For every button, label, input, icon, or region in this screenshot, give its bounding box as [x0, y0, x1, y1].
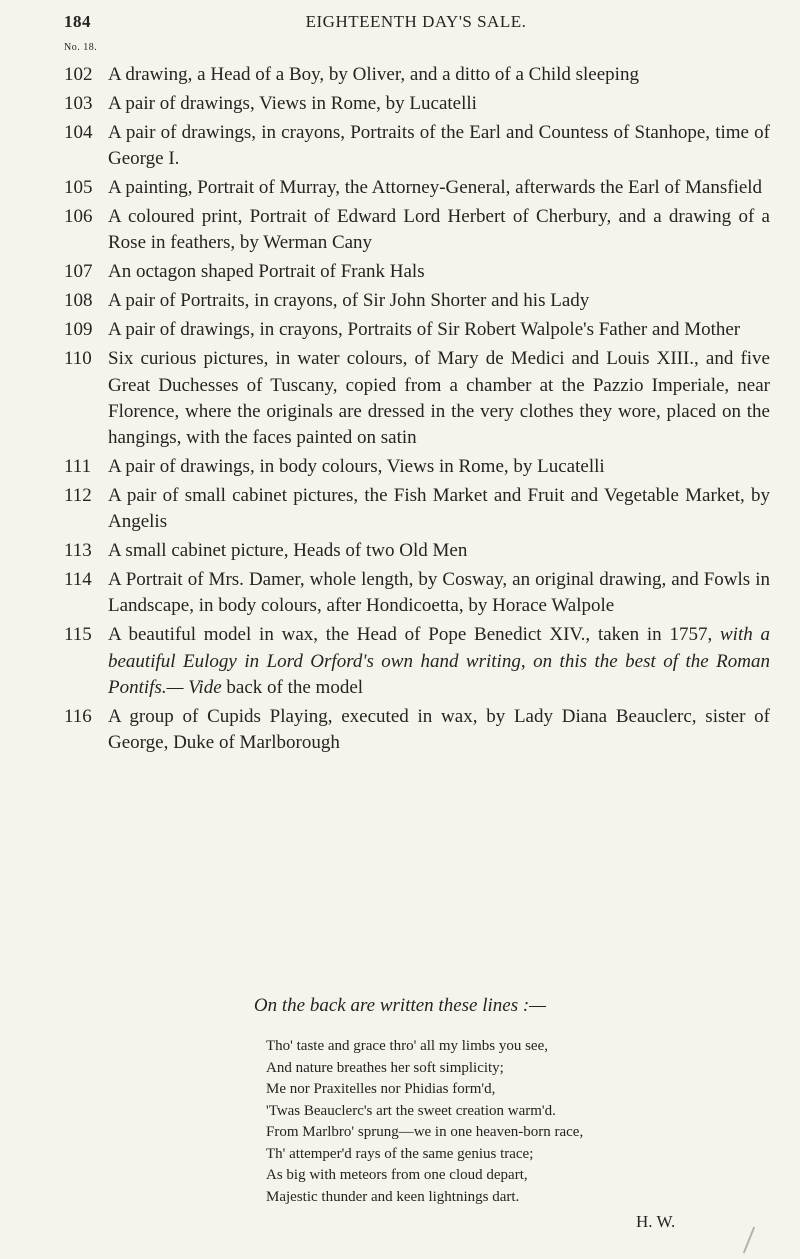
lot-label: No. 18. [64, 42, 98, 53]
lot-description [108, 622, 770, 701]
lot-number: 104 [64, 122, 93, 143]
lot-list [64, 62, 770, 759]
lot-description: A pair of drawings, in crayons, Portraits of Sir Robert Walpole's Father and Mother [108, 319, 741, 341]
lot-entry [64, 704, 770, 756]
lot-number: 112 [64, 485, 92, 507]
lot-number: 115 [64, 624, 92, 646]
lot-entry [64, 567, 770, 619]
lot-number: 102 [64, 64, 93, 85]
page-number: 184 [64, 12, 91, 31]
lot-description: A coloured print, Portrait of Edward Lord Herbert of Cherbury, and a drawing of a Rose in feathers, by Werman Cany [108, 206, 770, 254]
lot-description: A pair of drawings, Views in Rome, by Lucatelli [108, 93, 477, 114]
verse-line: Tho' taste and grace thro' all my limbs you see, [266, 1038, 548, 1054]
lot-entry [64, 175, 770, 201]
lot-description: A pair of drawings, in crayons, Portraits of the Earl and Countess of Stanhope, time of George I. [108, 122, 770, 170]
lot-description: A pair of small cabinet pictures, the Fish Market and Fruit and Vegetable Market, by Angelis [108, 485, 770, 533]
verse-line: As big with meteors from one cloud depart, [266, 1167, 528, 1183]
lot-number: 109 [64, 319, 93, 341]
lot-description: A Portrait of Mrs. Damer, whole length, by Cosway, an original drawing, and Fowls in Landscape, in body colours, after Hondicoetta, by Horace Walpole [108, 569, 770, 617]
signature: H. W. [636, 1212, 676, 1231]
lot-number: 105 [64, 177, 93, 199]
lot-number: 103 [64, 93, 93, 114]
lot-description: A group of Cupids Playing, executed in wax, by Lady Diana Beauclerc, sister of George, Duke of Marlborough [108, 705, 770, 754]
lot-number: 106 [64, 206, 93, 228]
lot-entry [64, 288, 770, 314]
lot-number: 113 [64, 540, 92, 562]
lot-text-start: A beautiful model in wax, the Head of Pope Benedict XIV., taken in 1757, [108, 624, 713, 646]
lot-number: 107 [64, 261, 93, 283]
lot-entry [64, 317, 770, 343]
verse-line: Majestic thunder and keen lightnings dart. [266, 1188, 520, 1205]
lot-number: 108 [64, 290, 93, 312]
lot-entry [64, 346, 770, 451]
lot-description: A drawing, a Head of a Boy, by Oliver, and a ditto of a Child sleeping [108, 64, 639, 85]
verse-line: Me nor Praxitelles nor Phidias form'd, [266, 1081, 496, 1097]
lot-number: 114 [64, 569, 92, 591]
verse-line: 'Twas Beauclerc's art the sweet creation warm'd. [266, 1102, 556, 1119]
lot-text-comma: , [520, 650, 526, 672]
lot-entry [64, 483, 770, 535]
lot-number: 111 [64, 456, 92, 478]
verse-line: From Marlbro' sprung—we in one heaven-born race, [266, 1124, 584, 1140]
verse-line: Th' attemper'd rays of the same genius trace; [266, 1145, 534, 1162]
lot-number: 116 [64, 705, 92, 727]
lot-entry [64, 259, 770, 285]
lot-entry [64, 622, 770, 701]
lot-text-italic: with a beautiful Eulogy in Lord Orford's own hand writing [108, 624, 771, 672]
lot-description: An octagon shaped Portrait of Frank Hals [108, 261, 425, 283]
lot-text-italic: on this the best of the Roman Pontifs.— Vide [108, 650, 771, 698]
lot-description: A pair of Portraits, in crayons, of Sir John Shorter and his Lady [108, 290, 590, 312]
lot-description: A painting, Portrait of Murray, the Attorney-General, afterwards the Earl of Mansfield [108, 177, 763, 199]
running-title: EIGHTEENTH DAY'S SALE. [305, 12, 527, 31]
lot-number: 110 [64, 348, 92, 370]
lot-text-end: back of the model [226, 676, 364, 698]
lot-description: Six curious pictures, in water colours, of Mary de Medici and Louis XIII., and five Great Duchesses of Tuscany, copied from a chamber at the Pazzio Imperiale, near Florence, where the originals are dressed in the very clothes they wore, placed on the hangings, with the faces painted on satin [108, 348, 770, 449]
lot-entry [64, 204, 770, 256]
lot-entry [64, 91, 770, 117]
pencil-mark [743, 1227, 755, 1254]
lot-entry [64, 538, 770, 564]
lot-entry [64, 62, 770, 88]
verse-caption: On the back are written these lines :— [253, 995, 547, 1016]
verse-line: And nature breathes her soft simplicity; [266, 1059, 504, 1076]
lot-description: A pair of drawings, in body colours, Views in Rome, by Lucatelli [108, 456, 605, 478]
verse [266, 1036, 726, 1208]
page-header [64, 12, 768, 36]
lot-entry [64, 454, 770, 480]
lot-description: A small cabinet picture, Heads of two Old Men [108, 540, 468, 562]
lot-entry [64, 120, 770, 172]
